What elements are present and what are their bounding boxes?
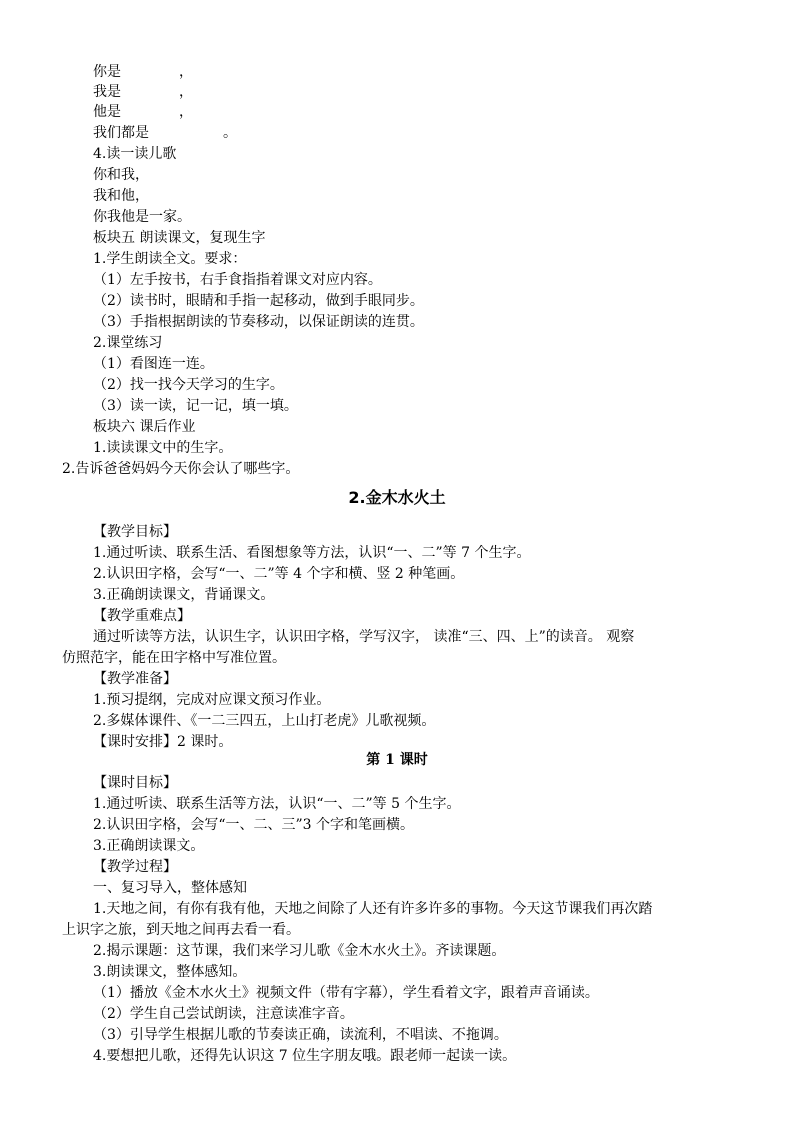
paragraph: 上识字之旅，到天地之间再去看一看。	[62, 922, 300, 938]
list-item: （1）播放《金木水火土》视频文件（带有字幕），学生看着文字，跟着声音诵读。	[93, 985, 599, 1001]
list-item: （2）学生自己尝试朗读，注意读准字音。	[93, 1006, 354, 1022]
paragraph: 3.正确朗读课文。	[93, 838, 205, 854]
paragraph: 3.朗读课文，整体感知。	[93, 964, 247, 980]
paragraph: 2.认识田字格，会写“一、二、三”3 个字和笔画横。	[93, 817, 415, 833]
paragraph: 2.告诉爸爸妈妈今天你会认了哪些字。	[62, 461, 300, 477]
paragraph: 通过听读等方法，认识生字，认识田字格，学写汉字， 读准“三、四、上”的读音。 观察	[93, 629, 635, 645]
list-item: （3）手指根据朗读的节奏移动，以保证朗读的连贯。	[93, 314, 424, 330]
paragraph: 2.认识田字格，会写“一、二”等 4 个字和横、竖 2 种笔画。	[93, 566, 465, 582]
paragraph: 2.多媒体课件、《一二三四五，上山打老虎》儿歌视频。	[93, 713, 436, 729]
list-item: （1）左手按书，右手食指指着课文对应内容。	[93, 272, 382, 288]
paragraph: 仿照范字，能在田字格中写准位置。	[62, 650, 286, 666]
paragraph: 1.预习提纲，完成对应课文预习作业。	[93, 692, 331, 708]
paragraph: 【课时安排】2 课时。	[93, 734, 233, 750]
paragraph: 1.读读课文中的生字。	[93, 440, 233, 456]
list-item: （1）看图连一连。	[93, 356, 214, 372]
poem-line: 你我他是一家。	[93, 209, 191, 225]
section-heading: 【教学重难点】	[93, 608, 191, 624]
paragraph: 3.正确朗读课文，背诵课文。	[93, 587, 275, 603]
paragraph: 1.通过听读、联系生活、看图想象等方法，认识“一、二”等 7 个生字。	[93, 545, 531, 561]
text: 。	[223, 125, 237, 141]
paragraph: 4.要想把儿歌，还得先认识这 7 位生字朋友哦。跟老师一起读一读。	[93, 1048, 517, 1064]
lesson-title: 2.金木水火土	[348, 488, 446, 507]
text: 你是	[93, 64, 121, 80]
paragraph: 2.揭示课题：这节课，我们来学习儿歌《金木水火土》。齐读课题。	[93, 943, 506, 959]
text: ，	[179, 64, 193, 80]
paragraph: 1.通过听读、联系生活等方法，认识“一、二”等 5 个生字。	[93, 796, 461, 812]
list-item: （3）引导学生根据儿歌的节奏读正确，读流利，不唱读、不拖调。	[93, 1027, 508, 1043]
fill-blank-line-4	[93, 123, 237, 143]
fill-blank-line-3	[93, 102, 193, 122]
section-heading: 【教学过程】	[93, 859, 177, 875]
section-heading: 【教学目标】	[93, 524, 177, 540]
paragraph: 一、复习导入，整体感知	[93, 880, 247, 896]
section-heading: 【课时目标】	[93, 775, 177, 791]
paragraph: 1.天地之间，有你有我有他，天地之间除了人还有许多许多的事物。今天这节课我们再次踏	[93, 901, 653, 917]
text: ，	[179, 84, 193, 100]
text: 我们都是	[93, 125, 149, 141]
text: ，	[179, 104, 193, 120]
section-heading: 【教学准备】	[93, 671, 177, 687]
section-heading: 板块六 课后作业	[93, 419, 196, 435]
fill-blank-line-1	[93, 62, 193, 82]
list-item: （2）找一找今天学习的生字。	[93, 377, 284, 393]
list-item: （2）读书时，眼睛和手指一起移动，做到手眼同步。	[93, 293, 424, 309]
section-heading: 板块五 朗读课文，复现生字	[93, 230, 266, 246]
text: 我是	[93, 84, 121, 100]
section-heading: 4.读一读儿歌	[93, 146, 177, 162]
paragraph: 2.课堂练习	[93, 335, 163, 351]
list-item: （3）读一读，记一记，填一填。	[93, 398, 298, 414]
poem-line: 我和他，	[93, 188, 149, 204]
text: 他是	[93, 104, 121, 120]
fill-blank-line-2	[93, 82, 193, 102]
paragraph: 1.学生朗读全文。要求：	[93, 251, 247, 267]
period-heading: 第 1 课时	[366, 752, 428, 768]
poem-line: 你和我，	[93, 167, 149, 183]
